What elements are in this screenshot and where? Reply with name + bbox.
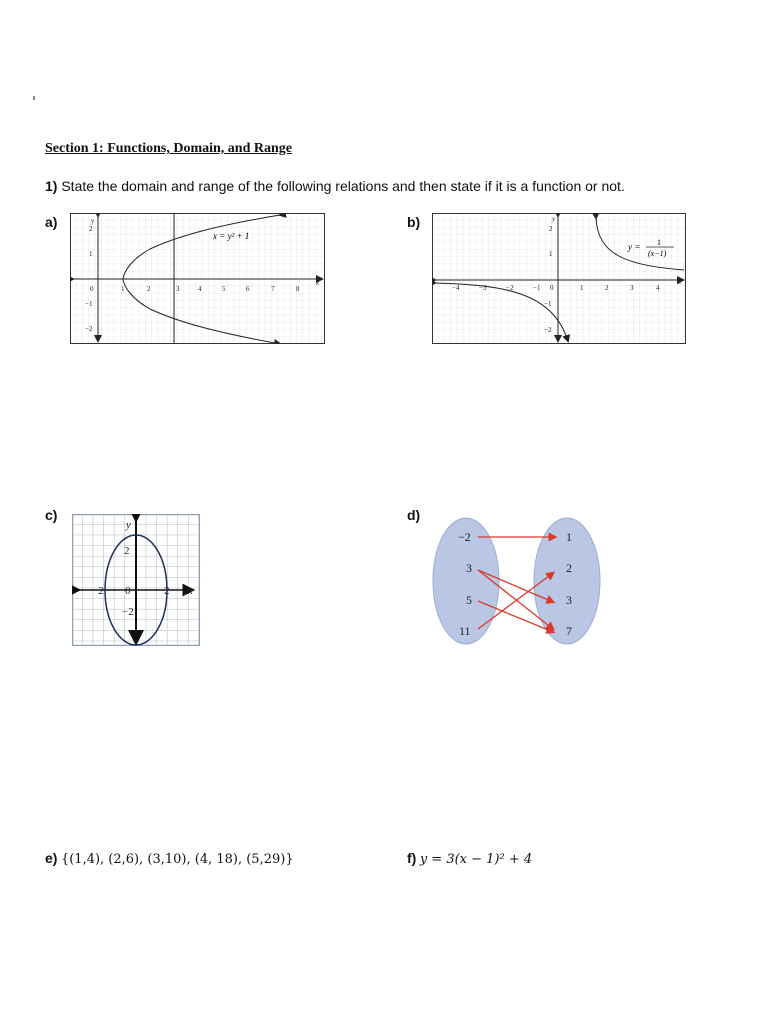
part-e-label: e): [45, 850, 58, 866]
tick: −1: [85, 300, 93, 308]
range-value: 1: [566, 530, 572, 544]
part-e: [45, 850, 294, 868]
tick: −4: [452, 284, 460, 292]
tick: −1: [544, 300, 552, 308]
tick: 1: [89, 250, 93, 258]
tick: 6: [246, 285, 250, 293]
section-title: Section 1: Functions, Domain, and Range: [45, 141, 292, 156]
tick: x: [316, 279, 320, 287]
tick: x: [678, 278, 682, 286]
domain-value: 3: [466, 561, 472, 575]
domain-value: 11: [459, 624, 471, 638]
tick: 2: [164, 585, 170, 597]
tick: 5: [222, 285, 226, 293]
question-1: [45, 178, 625, 194]
range-value: 3: [566, 593, 572, 607]
tick: −3: [479, 284, 487, 292]
equation-b-denominator: (x−1): [648, 249, 667, 258]
tick: 4: [656, 284, 660, 292]
part-d-label: d): [407, 507, 421, 523]
part-f: [407, 850, 532, 868]
tick: 1: [121, 285, 125, 293]
part-a-label: a): [45, 214, 58, 230]
tick: 7: [271, 285, 275, 293]
tick: −2: [85, 325, 93, 333]
tick: 2: [147, 285, 151, 293]
tick: 0: [90, 285, 94, 293]
tick: 2: [549, 225, 553, 233]
range-value: 2: [566, 561, 572, 575]
part-e-set: {(1,4), (2,6), (3,10), (4, 18), (5,29)}: [60, 852, 294, 867]
part-b-label: b): [407, 214, 421, 230]
scan-mark: [33, 96, 35, 100]
tick: 8: [296, 285, 300, 293]
tick: 4: [198, 285, 202, 293]
equation-b-numerator: 1: [657, 238, 661, 247]
tick: 1: [580, 284, 584, 292]
part-f-label: f): [407, 850, 417, 866]
tick: 0: [550, 284, 554, 292]
graph-c: [72, 514, 200, 646]
tick: −2: [544, 326, 552, 334]
tick: 2: [89, 225, 93, 233]
tick: −2: [122, 606, 134, 618]
tick: x: [188, 585, 193, 597]
domain-value: 5: [466, 593, 472, 607]
tick: 2: [124, 545, 130, 557]
graph-b: [432, 213, 686, 344]
question-text: State the domain and range of the following relations and then state if it is a function or not.: [61, 178, 625, 194]
graph-a: [70, 213, 325, 344]
part-c-label: c): [45, 507, 58, 523]
tick: 2: [605, 284, 609, 292]
range-value: 7: [566, 624, 572, 638]
graph-b-frame: [433, 214, 686, 344]
tick: 3: [176, 285, 180, 293]
tick: −2: [506, 284, 514, 292]
tick: −2: [92, 585, 104, 597]
question-number: 1): [45, 178, 58, 194]
tick: y: [91, 217, 95, 225]
equation-a: x = y² + 1: [213, 231, 250, 241]
tick: 0: [125, 585, 131, 597]
tick: 1: [549, 250, 553, 258]
mapping-diagram-d: [430, 515, 605, 647]
tick: y: [552, 215, 556, 223]
part-f-equation: y = 3(x − 1)² + 4: [419, 852, 533, 867]
tick: 3: [630, 284, 634, 292]
tick: y: [126, 519, 131, 531]
equation-b-lhs: y =: [628, 242, 641, 252]
domain-value: −2: [458, 530, 471, 544]
tick: −1: [533, 284, 541, 292]
